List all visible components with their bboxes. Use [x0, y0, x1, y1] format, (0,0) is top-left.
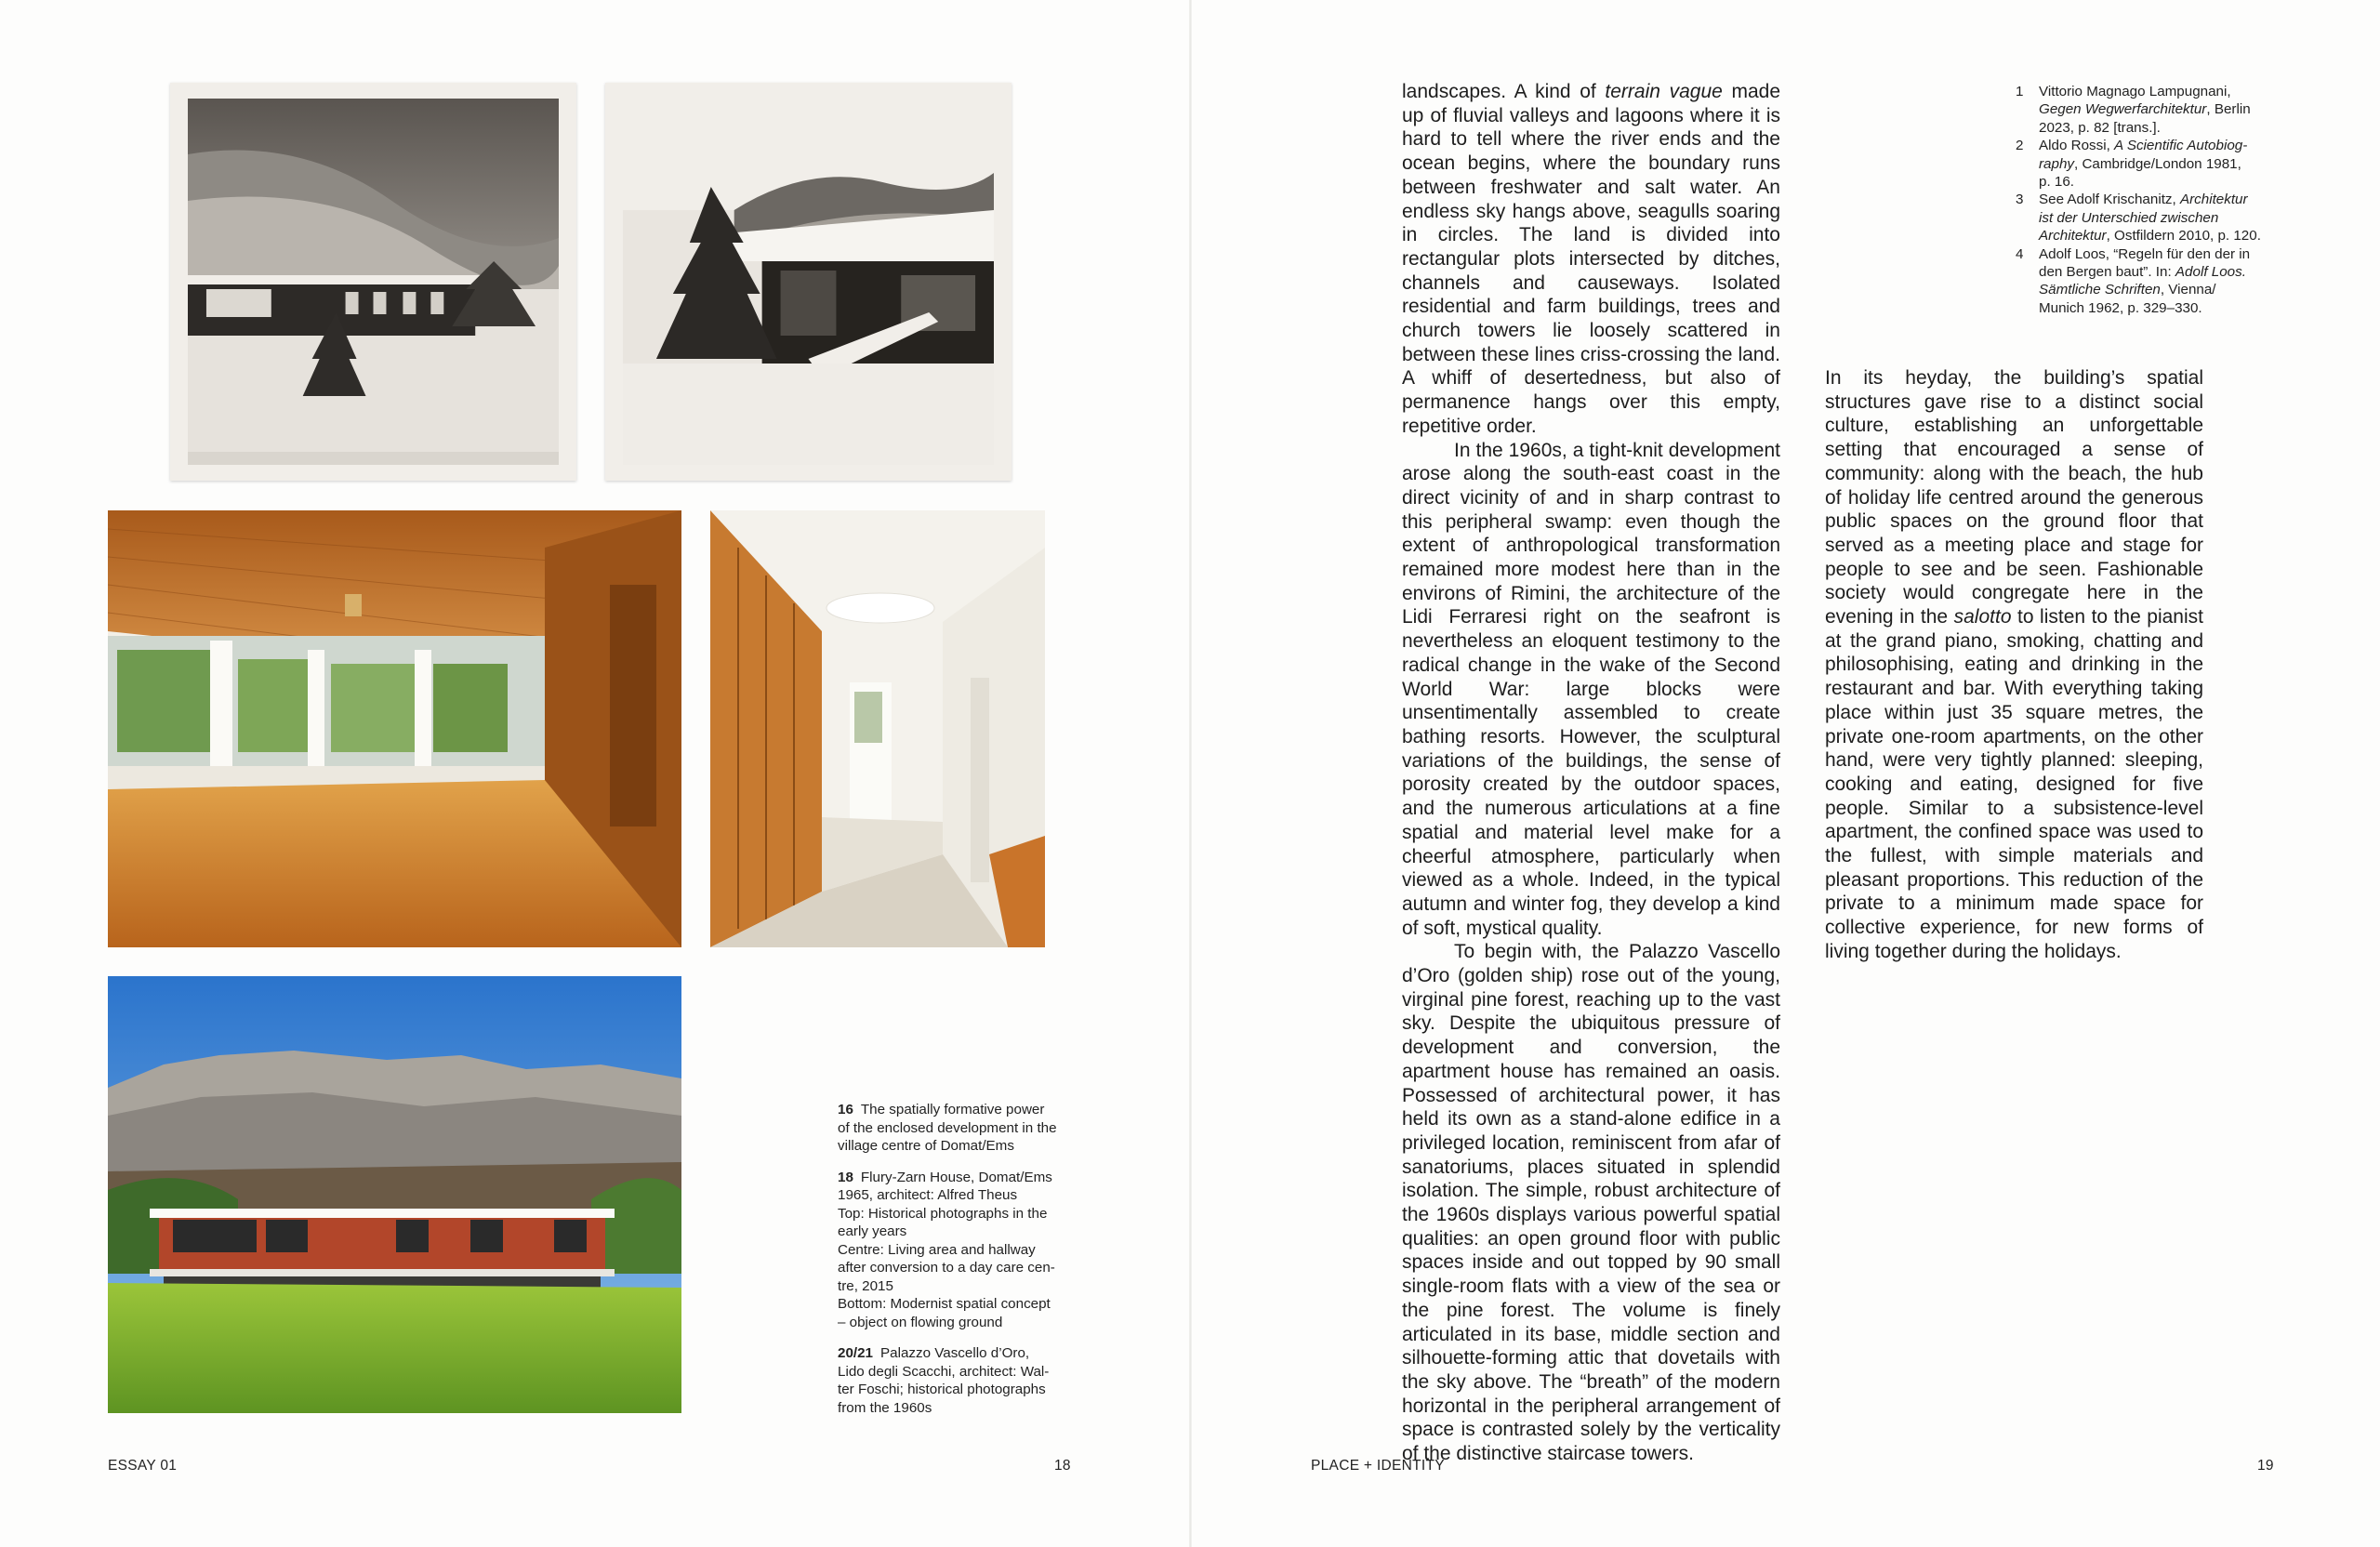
body-text-italic: salotto — [1953, 606, 2012, 628]
caption-text: tre, 2015 — [838, 1277, 893, 1294]
figure-captions — [838, 1101, 1072, 1430]
running-head-right: PLACE + IDENTITY — [1311, 1458, 1445, 1474]
body-paragraph: To begin with, the Palazzo Vascello d’Oro (golden ship) rose out of the young, virginal pine forest, reaching up to the vast sky. Despite the ubiquitous pressure of development and conversion, the apartment house has remained an oasis. Possessed of architectural power, it has held its own as a stand-alone edifice in a privileged location, reminiscent from afar of sanatoriums, places situated in splendid isolation. The simple, robust architecture of the 1960s displays various powerful spatial qualities: an open ground floor with public spaces inside and out topped by 90 small single-room flats with a view of the sea or the pine forest. The volume is finely articulated in its base, middle section and silhouette-forming attic that dovetails with the sky above. The “breath” of the modern horizontal in the peripheral arrangement of space is contrasted solely by the verticality of the distinctive staircase towers. — [1402, 941, 1780, 1465]
page-number-left: 18 — [1054, 1458, 1071, 1474]
historical-photo-house-in-snow — [170, 83, 576, 481]
footnote-text: See Adolf Krischanitz, — [2039, 192, 2180, 208]
body-paragraph: In the 1960s, a tight-knit development arose along the south-east coast in the direct vicinity of and in sharp contrast to this peripheral swamp: even though the extent of anthropological transformation remained more modest here than in the environs of Rimini, the architecture of the Lidi Ferraresi right on the seafront is nevertheless an eloquent testimony to the radical change in the wake of the Second World War: large blocks were unsentimentally assembled to create bathing resorts. However, the sculptural variations of the buildings, the sense of porosity created by the outdoor spaces, and the numerous articulations at a fine spatial and material level make for a cheerful atmosphere, particularly when viewed as a whole. Indeed, in the typical autumn and winter fog, they develop a kind of soft, mystical quality. — [1402, 439, 1780, 939]
footnote-number: 1 — [2016, 84, 2024, 99]
footnote-text-italic: raphy — [2039, 155, 2074, 172]
body-paragraph — [1402, 80, 1780, 439]
caption-text: ter Foschi; historical photographs — [838, 1382, 1046, 1397]
body-text: to listen to the pianist at the grand piano, smoking, chatting and philosophising, eating and drinking in the restaurant and bar. With everything taking place within just 35 square metres, the private one-room apartments, on the other hand, were very tightly planned: sleeping, cooking and eating, designed for five people. Similar to a subsistence-level apartment, the confined space was used to the fullest, with simple materials and pleasant proportions. This reduction of the private to a minimum made space for collective experience, for new forms of living together during the holidays. — [1825, 606, 2203, 962]
footnote-text-italic: Architektur — [2039, 228, 2107, 245]
footnote-2 — [2016, 137, 2272, 191]
footnote-text-italic: A Scientific Autobiog- — [2114, 138, 2248, 154]
caption-text: from the 1960s — [838, 1399, 932, 1416]
footnote-text: , Vienna/ — [2160, 282, 2216, 298]
footnote-text-italic: Architektur — [2179, 192, 2248, 208]
footnote-text-italic: Sämtliche Schriften — [2039, 282, 2161, 298]
footnote-number: 2 — [2016, 138, 2024, 154]
caption-18 — [838, 1169, 1072, 1332]
body-text-italic: terrain vague — [1605, 81, 1723, 102]
footnote-number: 4 — [2016, 245, 2024, 262]
photo-living-room-interior — [108, 510, 681, 947]
caption-text: of the enclosed development in the — [838, 1119, 1057, 1136]
caption-number: 18 — [838, 1169, 853, 1185]
historical-photo-house-entrance-snow — [605, 83, 1012, 481]
footnote-text: , Berlin — [2206, 101, 2251, 118]
caption-text: Top: Historical photographs in the — [838, 1205, 1048, 1222]
caption-text: Flury-Zarn House, Domat/Ems — [860, 1169, 1052, 1185]
caption-number: 16 — [838, 1102, 853, 1117]
caption-text: early years — [838, 1223, 907, 1239]
body-text: landscapes. A kind of — [1402, 81, 1606, 102]
footnote-text: p. 16. — [2039, 174, 2074, 191]
footnote-1 — [2016, 83, 2272, 137]
footnote-text-italic: Adolf Loos. — [2175, 264, 2246, 281]
footnote-text: den Bergen baut”. In: — [2039, 264, 2175, 281]
page-gutter — [1189, 0, 1192, 1547]
body-paragraph — [1825, 366, 2203, 964]
body-text-column-2 — [1825, 366, 2203, 964]
caption-text: Lido degli Scacchi, architect: Wal- — [838, 1363, 1050, 1380]
footnote-4 — [2016, 245, 2272, 318]
caption-text: The spatially formative power — [860, 1102, 1045, 1117]
footnote-text: , Cambridge/London 1981, — [2074, 155, 2241, 172]
footnote-3 — [2016, 191, 2272, 245]
photo-hallway-interior — [710, 510, 1045, 947]
footnote-text: Adolf Loos, “Regeln für den der in — [2039, 245, 2251, 262]
footnote-text-italic: ist der Unterschied zwischen — [2039, 209, 2219, 226]
footnote-number: 3 — [2016, 192, 2024, 208]
footnote-text-italic: Gegen Wegwerfarchitektur — [2039, 101, 2207, 118]
page-number-right: 19 — [2257, 1458, 2274, 1474]
body-text: made up of fluvial valleys and lagoons where it is hard to tell where the river ends and the ocean begins, where the boundary runs between freshwater and salt water. An endless sky hangs above, seagulls soaring in circles. The land is divided into rectangular plots intersected by ditches, channels and causeways. Isolated residential and farm buildings, trees and church towers lie loosely scattered in between these lines criss-crossing the land. A whiff of desertedness, but also of permanence hangs over this empty, repetitive order. — [1402, 81, 1781, 437]
caption-text: village centre of Domat/Ems — [838, 1138, 1014, 1154]
caption-text: Centre: Living area and hallway — [838, 1241, 1036, 1258]
caption-text: Palazzo Vascello d’Oro, — [880, 1345, 1030, 1361]
caption-number: 20/21 — [838, 1345, 874, 1361]
caption-20-21 — [838, 1344, 1072, 1417]
footnote-text: 2023, p. 82 [trans.]. — [2039, 119, 2161, 136]
caption-text: – object on flowing ground — [838, 1314, 1003, 1330]
body-text-column-1 — [1402, 80, 1780, 1466]
photo-modernist-house-exterior — [108, 976, 681, 1413]
caption-text: after conversion to a day care cen- — [838, 1260, 1055, 1276]
caption-16 — [838, 1101, 1072, 1156]
body-text: In its heyday, the building’s spatial structures gave rise to a distinct social culture, establishing an unforgettable setting that encouraged a sense of community: along with the beach, the hub of holiday life centred around the generous public spaces on the ground floor that served as a meeting place and stage for people to see and be seen. Fashionable society would congregate here in the evening in the — [1825, 367, 2203, 628]
running-head-left: ESSAY 01 — [108, 1458, 178, 1474]
caption-text: Bottom: Modernist spatial concept — [838, 1296, 1051, 1312]
footnotes — [2016, 83, 2272, 317]
footnote-text: Aldo Rossi, — [2039, 138, 2115, 154]
caption-text: 1965, architect: Alfred Theus — [838, 1187, 1018, 1203]
footnote-text: Munich 1962, p. 329–330. — [2039, 299, 2202, 316]
footnote-text: , Ostfildern 2010, p. 120. — [2106, 228, 2261, 245]
footnote-text: Vittorio Magnago Lampugnani, — [2039, 84, 2231, 99]
